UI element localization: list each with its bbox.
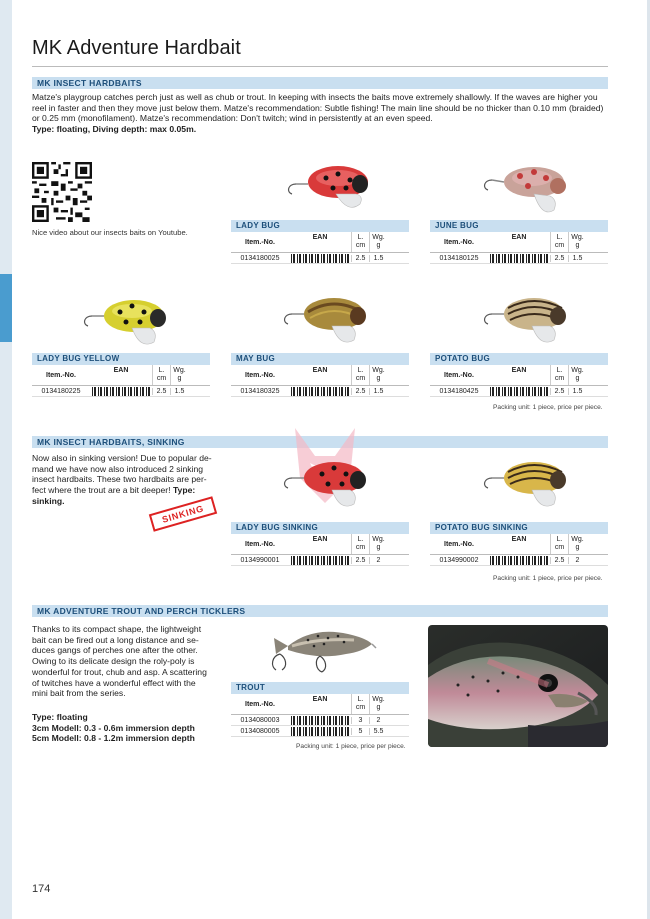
header-weight-label: Wg. xyxy=(571,234,584,241)
trout-perch-description xyxy=(32,624,227,699)
item-number: 0134080005 xyxy=(240,727,280,735)
barcode-icon xyxy=(291,387,349,396)
header-weight-unit: g xyxy=(376,242,381,249)
header-length-label: L. xyxy=(556,536,563,543)
text-line: of twitches have a wonderful effect with the xyxy=(32,677,196,688)
item-number: 0134180225 xyxy=(41,387,81,395)
spec-line: 3cm Modell: 0.3 - 0.6m immersion depth xyxy=(32,722,195,733)
header-weight-label: Wg. xyxy=(372,367,385,374)
product-table-may-bug xyxy=(231,353,409,397)
insect-hardbaits-type: Type: floating, Diving depth: max 0.05m. xyxy=(32,124,197,135)
header-length-label: L. xyxy=(357,536,364,543)
page-number: 174 xyxy=(32,883,51,895)
product-name: MAY BUG xyxy=(231,353,409,365)
ean-barcode xyxy=(488,556,550,565)
header-weight xyxy=(568,534,586,554)
header-weight-label: Wg. xyxy=(571,367,584,374)
product-table-trout xyxy=(231,682,409,737)
text-line: insect hardbaits. These two hardbaits are per- xyxy=(32,474,207,485)
header-item: Item.-No. xyxy=(245,239,275,246)
text-line: Now also in sinking version! Due to popular de- xyxy=(32,453,212,463)
june-bug-lure-image xyxy=(478,158,588,220)
length-value: 2.5 xyxy=(550,255,568,262)
header-weight xyxy=(170,365,188,385)
header-weight-unit: g xyxy=(376,704,381,711)
header-ean: EAN xyxy=(511,234,527,241)
header-item: Item.-No. xyxy=(245,372,275,379)
header-length-label: L. xyxy=(556,367,563,374)
header-weight-label: Wg. xyxy=(571,536,584,543)
header-weight xyxy=(369,365,387,385)
header-length-unit: cm xyxy=(355,242,366,249)
ean-barcode xyxy=(289,716,351,725)
header-length-label: L. xyxy=(357,696,364,703)
header-length-label: L. xyxy=(357,367,364,374)
table-row xyxy=(430,253,608,264)
header-weight-unit: g xyxy=(177,375,182,382)
insect-hardbaits-text: Matze's playgroup catches perch just as well as chub or trout. In keeping with insects the baits move extremely shallowly. If the waves are higher you reel in faster and then they move just below them. Matze's recommendation: Subtle fishing! The main line should be no thicker than 0.10 mm (braided) or 0.25 mm (monofilament). Matze's recommendation: Don't twitch; wind in persistently at an even speed. xyxy=(32,92,604,124)
product-name: POTATO BUG SINKING xyxy=(430,522,608,534)
header-ean: EAN xyxy=(312,696,328,703)
packing-note: Packing unit: 1 piece, price per piece. xyxy=(296,743,406,750)
table-row xyxy=(430,555,608,566)
text-line: mini bait from the series. xyxy=(32,688,126,699)
barcode-icon xyxy=(291,254,349,263)
item-number: 0134180425 xyxy=(439,387,479,395)
header-ean: EAN xyxy=(312,536,328,543)
section-title-trout-perch: MK ADVENTURE TROUT AND PERCH TICKLERS xyxy=(32,605,608,617)
trout-lure-image xyxy=(258,616,378,678)
insect-sinking-description xyxy=(32,453,217,507)
length-value: 2.5 xyxy=(550,388,568,395)
barcode-icon xyxy=(490,556,548,565)
side-tab-accent xyxy=(0,274,12,342)
text-line: Thanks to its compact shape, the lightweight xyxy=(32,624,202,634)
product-table-lady-bug-sinking xyxy=(231,522,409,566)
header-weight xyxy=(369,534,387,554)
table-row xyxy=(231,386,409,397)
header-weight xyxy=(568,365,586,385)
table-header xyxy=(430,534,608,555)
header-item: Item.-No. xyxy=(444,239,474,246)
ean-barcode xyxy=(90,387,152,396)
ean-barcode xyxy=(488,387,550,396)
table-row xyxy=(430,386,608,397)
header-length-unit: cm xyxy=(554,544,565,551)
length-value: 2.5 xyxy=(351,557,369,564)
weight-value: 5.5 xyxy=(369,728,387,735)
potato-bug-sinking-lure-image xyxy=(478,452,588,514)
barcode-icon xyxy=(291,727,349,736)
ean-barcode xyxy=(289,387,351,396)
table-header xyxy=(231,365,409,386)
weight-value: 1.5 xyxy=(170,388,188,395)
weight-value: 2 xyxy=(369,557,387,564)
product-table-lady-bug xyxy=(231,220,409,264)
item-number: 0134180125 xyxy=(439,254,479,262)
barcode-icon xyxy=(291,716,349,725)
table-header xyxy=(231,232,409,253)
table-row xyxy=(231,555,409,566)
header-item: Item.-No. xyxy=(444,541,474,548)
item-number: 0134180025 xyxy=(240,254,280,262)
lady-bug-sinking-lure-image xyxy=(278,452,388,514)
lady-bug-yellow-lure-image xyxy=(78,292,188,352)
product-name: LADY BUG SINKING xyxy=(231,522,409,534)
barcode-icon xyxy=(490,254,548,263)
product-table-potato-bug-sinking xyxy=(430,522,608,566)
sinking-badge: SINKING xyxy=(149,496,217,531)
header-weight-unit: g xyxy=(575,242,580,249)
type-label: Type: xyxy=(172,485,196,496)
product-name: POTATO BUG xyxy=(430,353,608,365)
barcode-icon xyxy=(490,387,548,396)
header-weight-label: Wg. xyxy=(372,536,385,543)
header-ean: EAN xyxy=(511,367,527,374)
table-row xyxy=(32,386,210,397)
header-length-unit: cm xyxy=(554,375,565,382)
header-length xyxy=(351,534,369,554)
text-line: Owing to its delicate design the roly-poly is xyxy=(32,656,195,667)
header-item: Item.-No. xyxy=(245,701,275,708)
length-value: 2.5 xyxy=(550,557,568,564)
product-table-june-bug xyxy=(430,220,608,264)
product-name: JUNE BUG xyxy=(430,220,608,232)
header-length-unit: cm xyxy=(355,544,366,551)
header-weight-unit: g xyxy=(575,544,580,551)
ean-barcode xyxy=(289,556,351,565)
header-ean: EAN xyxy=(312,367,328,374)
item-number: 0134180325 xyxy=(240,387,280,395)
table-header xyxy=(430,232,608,253)
insect-hardbaits-description xyxy=(32,92,610,135)
header-weight-unit: g xyxy=(376,544,381,551)
weight-value: 1.5 xyxy=(568,255,586,262)
ean-barcode xyxy=(289,727,351,736)
item-number: 0134990001 xyxy=(240,556,280,564)
item-number: 0134080003 xyxy=(240,716,280,724)
table-header xyxy=(430,365,608,386)
length-value: 5 xyxy=(351,728,369,735)
header-length xyxy=(550,534,568,554)
header-length xyxy=(152,365,170,385)
text-line: duces gangs of perches one after the other. xyxy=(32,645,198,656)
header-length-label: L. xyxy=(158,367,165,374)
may-bug-lure-image xyxy=(278,290,388,352)
side-strip xyxy=(0,0,12,919)
item-number: 0134990002 xyxy=(439,556,479,564)
table-row xyxy=(231,715,409,726)
header-weight xyxy=(369,694,387,714)
product-name: LADY BUG YELLOW xyxy=(32,353,210,365)
header-length-label: L. xyxy=(556,234,563,241)
header-length-unit: cm xyxy=(554,242,565,249)
header-ean: EAN xyxy=(511,536,527,543)
text-line: mand we have now also introduced 2 sinking xyxy=(32,463,204,474)
product-table-potato-bug xyxy=(430,353,608,397)
barcode-icon xyxy=(291,556,349,565)
qr-code-icon[interactable] xyxy=(32,162,92,222)
title-rule xyxy=(32,66,608,67)
text-line: wonderful for trout, chub and asp. A scattering xyxy=(32,666,207,677)
section-title-insect-hardbaits: MK INSECT HARDBAITS xyxy=(32,77,608,89)
text-line: bait can be fired out a long distance and se- xyxy=(32,634,199,645)
trout-perch-specs xyxy=(32,712,232,744)
header-length xyxy=(351,232,369,252)
ean-barcode xyxy=(488,254,550,263)
header-length xyxy=(550,232,568,252)
lady-bug-lure-image xyxy=(278,158,388,218)
packing-note: Packing unit: 1 piece, price per piece. xyxy=(493,575,603,582)
spec-line: 5cm Modell: 0.8 - 1.2m immersion depth xyxy=(32,733,195,744)
table-header xyxy=(32,365,210,386)
section-title-insect-sinking: MK INSECT HARDBAITS, SINKING xyxy=(32,436,608,448)
weight-value: 1.5 xyxy=(369,255,387,262)
weight-value: 2 xyxy=(369,717,387,724)
header-item: Item.-No. xyxy=(46,372,76,379)
header-item: Item.-No. xyxy=(245,541,275,548)
text-line-span: fect where the trout are a bit deeper! xyxy=(32,485,171,496)
header-weight-label: Wg. xyxy=(173,367,186,374)
page-title: MK Adventure Hardbait xyxy=(32,37,241,59)
ean-barcode xyxy=(289,254,351,263)
spec-line: Type: floating xyxy=(32,712,88,722)
weight-value: 1.5 xyxy=(369,388,387,395)
header-ean: EAN xyxy=(312,234,328,241)
text-line xyxy=(32,485,217,496)
product-name: TROUT xyxy=(231,682,409,694)
trout-with-lure-photo xyxy=(428,625,608,747)
header-weight-unit: g xyxy=(376,375,381,382)
length-value: 3 xyxy=(351,717,369,724)
header-length xyxy=(550,365,568,385)
header-weight xyxy=(369,232,387,252)
length-value: 2.5 xyxy=(152,388,170,395)
length-value: 2.5 xyxy=(351,255,369,262)
table-row xyxy=(231,726,409,737)
header-length xyxy=(351,694,369,714)
weight-value: 2 xyxy=(568,557,586,564)
header-weight-label: Wg. xyxy=(372,234,385,241)
header-length-label: L. xyxy=(357,234,364,241)
product-name: LADY BUG xyxy=(231,220,409,232)
header-item: Item.-No. xyxy=(444,372,474,379)
barcode-icon xyxy=(92,387,150,396)
length-value: 2.5 xyxy=(351,388,369,395)
header-weight xyxy=(568,232,586,252)
weight-value: 1.5 xyxy=(568,388,586,395)
header-length xyxy=(351,365,369,385)
header-weight-label: Wg. xyxy=(372,696,385,703)
type-value: sinking. xyxy=(32,495,65,506)
qr-video-note: Nice video about our insects baits on Youtube. xyxy=(32,228,188,237)
header-length-unit: cm xyxy=(355,375,366,382)
table-header xyxy=(231,534,409,555)
packing-note: Packing unit: 1 piece, price per piece. xyxy=(493,404,603,411)
header-ean: EAN xyxy=(113,367,129,374)
table-row xyxy=(231,253,409,264)
header-length-unit: cm xyxy=(355,704,366,711)
header-length-unit: cm xyxy=(156,375,167,382)
product-table-lady-bug-yellow xyxy=(32,353,210,397)
header-weight-unit: g xyxy=(575,375,580,382)
table-header xyxy=(231,694,409,715)
potato-bug-lure-image xyxy=(478,290,588,352)
